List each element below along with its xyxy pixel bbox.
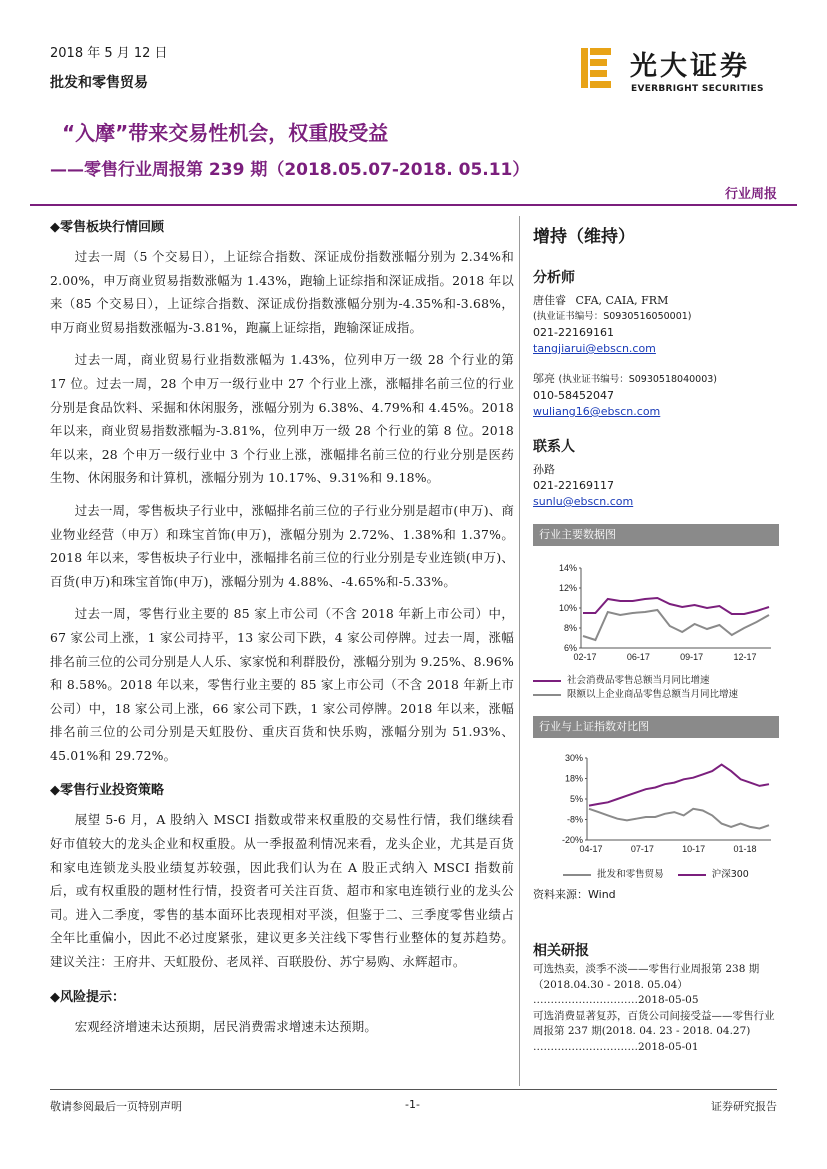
footer-report-label: 证券研究报告 xyxy=(711,1100,777,1113)
report-title: “入摩”带来交易性机会，权重股受益 xyxy=(62,121,389,145)
related-heading: 相关研报 xyxy=(533,943,589,959)
y-tick-label: -8% xyxy=(566,814,583,825)
section-heading-risk xyxy=(50,986,514,1005)
x-tick-label: 01-18 xyxy=(733,844,757,854)
legend-label: 限额以上企业商品零售总额当月同比增速 xyxy=(567,689,739,700)
contact-name: 孙路 xyxy=(533,463,555,476)
section-title: 风险提示： xyxy=(60,989,126,1005)
y-tick-label: 10% xyxy=(558,603,577,613)
x-tick-label: 04-17 xyxy=(579,844,603,854)
rating: 增持（维持） xyxy=(533,227,635,247)
legend-label: 沪深300 xyxy=(711,869,749,880)
chart-1-title: 行业主要数据图 xyxy=(533,524,779,546)
analyst-credentials: CFA, CAIA, FRM xyxy=(575,294,669,307)
related-report-date: …………………………2018-05-01 xyxy=(533,1040,699,1053)
x-tick-label: 07-17 xyxy=(630,844,654,854)
logo-text-cn: 光大证券 xyxy=(630,51,750,82)
y-tick-label: 30% xyxy=(564,753,583,763)
y-tick-label: 5% xyxy=(569,794,583,804)
paragraph: 展望 5-6 月，A 股纳入 MSCI 指数或带来权重股的交易性行情，我们继续看好市值较大的龙头企业和权重股。从一季报盈利情况来看，龙头企业，尤其是百货和家电连锁龙头股业绩复苏较强，因此我们认为在 A 股正式纳入 MSCI 指数前后，或有权重股的题材性行情，投资者可关注百货、超市和家电连锁行业的龙头公司。进入二季度，零售的基本面环比表现相对平淡，但鉴于二、三季度零售业绩占全年比重偏小，因此不必过度紧张，建议更多关注线下零售行业整体的复苏趋势。建议关注：王府井、天虹股份、老凤祥、百联股份、苏宁易购、永辉超市。 xyxy=(50,812,514,970)
y-tick-label: 18% xyxy=(564,773,583,784)
chart-1 xyxy=(533,546,779,670)
analyst-phone: 010-58452047 xyxy=(533,389,614,402)
analyst-cert: (执业证书编号：S0930516050001) xyxy=(533,311,692,322)
section-heading-strategy xyxy=(50,779,514,798)
contact-heading: 联系人 xyxy=(533,439,575,455)
analyst-name: 邬亮 xyxy=(533,372,555,385)
legend-label: 批发和零售贸易 xyxy=(597,869,664,880)
legend-swatch xyxy=(533,694,561,696)
legend-swatch xyxy=(678,874,706,876)
footer-divider xyxy=(50,1089,777,1090)
report-date: 2018 年 5 月 12 日 xyxy=(50,46,168,61)
y-tick-label: 14% xyxy=(558,563,577,573)
contact-email-link[interactable]: sunlu@ebscn.com xyxy=(533,495,634,508)
sector-name: 批发和零售贸易 xyxy=(50,75,148,91)
paragraph: 宏观经济增速未达预期，居民消费需求增速未达预期。 xyxy=(74,1018,377,1034)
series-line xyxy=(589,765,769,806)
legend-row xyxy=(533,868,779,882)
main-content xyxy=(50,216,514,1047)
related-reports xyxy=(533,940,779,1055)
x-tick-label: 09-17 xyxy=(680,652,704,662)
report-type: 行业周报 xyxy=(724,187,777,202)
analyst-email-link[interactable]: wuliang16@ebscn.com xyxy=(533,405,661,418)
paragraph: 过去一周，商业贸易行业指数涨幅为 1.43%，位列申万一级 28 个行业的第 17 位。过去一周，28 个申万一级行业中 27 个行业上涨，涨幅排名前三位的行业分别是食品饮料、采掘和休闲服务，涨幅分别为 6.38%、4.79%和 4.45%。2018 年以来，商业贸易指数涨幅为-3.81%，位列申万一级 28 个行业的第 8 位。2018 年以来，28 个申万一级行业中 3 个行业上涨，涨幅排名前三位的行业分别是医药生物、休闲服务和计算机，涨幅分别为 10.17%、9.31%和 9.18%。 xyxy=(50,352,514,486)
legend-item xyxy=(533,688,779,702)
chart-2 xyxy=(533,738,779,864)
logo-text-en: EVERBRIGHT SECURITIES xyxy=(631,84,764,94)
diamond-bullet-icon: ◆ xyxy=(50,989,60,1005)
x-tick-label: 02-17 xyxy=(573,652,597,662)
section-heading-market-review xyxy=(50,216,514,235)
related-report-title[interactable]: 可选热卖，淡季不淡——零售行业周报第 238 期（2018.04.30 - 2018. 05.04） xyxy=(533,963,760,991)
series-line xyxy=(583,598,769,614)
x-tick-label: 10-17 xyxy=(682,844,706,854)
everbright-logo-icon xyxy=(581,48,611,88)
paragraph: 过去一周，零售板块子行业中，涨幅排名前三位的子行业分别是超市(申万)、商业物业经营（申万）和珠宝首饰(申万)，涨幅分别为 2.72%、1.38%和 1.37%。2018 年以来，零售板块子行业中，涨幅排名前三位的行业分别是专业连锁(申万)、百货(申万)和珠宝首饰(申万)，涨幅分别为 4.88%、-4.65%和-5.33%。 xyxy=(50,502,514,589)
x-tick-label: 12-17 xyxy=(733,652,757,662)
column-divider xyxy=(519,216,520,1086)
report-subtitle: ——零售行业周报第 239 期（2018.05.07-2018. 05.11） xyxy=(50,160,530,180)
section-title: 零售行业投资策略 xyxy=(60,783,165,799)
legend-swatch xyxy=(533,680,561,682)
y-tick-label: -20% xyxy=(561,835,583,845)
chart-2-title: 行业与上证指数对比图 xyxy=(533,716,779,738)
related-report-date: …………………………2018-05-05 xyxy=(533,994,699,1006)
series-line xyxy=(589,809,769,829)
analyst-1 xyxy=(533,293,779,309)
contact-phone: 021-22169117 xyxy=(533,479,614,492)
paragraph: 过去一周（5 个交易日），上证综合指数、深证成份指数涨幅分别为 2.34%和 2.00%，申万商业贸易指数涨幅为 1.43%，跑输上证综指和深证成指。2018 年以来（85 个交易日），上证综合指数、深证成份指数涨幅分别为-4.35%和-3.68%，申万商业贸易指数涨幅为-3.81%，跑赢上证综指，跑输深证成指。 xyxy=(50,249,514,335)
analyst-cert: (执业证书编号：S0930518040003) xyxy=(558,374,718,385)
legend-swatch xyxy=(563,874,591,876)
related-report-title[interactable]: 可选消费显著复苏，百货公司间接受益——零售行业周报第 237 期(2018. 04. 23 - 2018. 04.27) xyxy=(533,1009,775,1037)
y-tick-label: 12% xyxy=(558,583,577,593)
section-title: 零售板块行情回顾 xyxy=(60,220,165,235)
title-divider xyxy=(30,204,797,206)
data-source: 资料来源：Wind xyxy=(533,888,616,901)
x-tick-label: 06-17 xyxy=(626,652,650,662)
paragraph: 过去一周，零售行业主要的 85 家上市公司（不含 2018 年新上市公司）中，67 家公司上涨，1 家公司持平，13 家公司下跌，4 家公司停牌。过去一周，涨幅排名前三位的公司分别是人人乐、家家悦和利群股份，涨幅分别为 9.25%、8.96%和 8.58%。2018 年以来，零售行业主要的 85 家上市公司（不含 2018 年新上市公司）中，18 家公司上涨，66 家公司下跌，1 家公司停牌。2018 年以来，涨幅排名前三位的公司分别是天虹股份、重庆百货和快乐购，涨幅分别为 51.93%、45.01%和 29.72%。 xyxy=(50,606,514,763)
diamond-bullet-icon: ◆ xyxy=(50,783,60,799)
sidebar xyxy=(533,222,779,902)
analyst-heading: 分析师 xyxy=(533,270,575,286)
y-tick-label: 6% xyxy=(563,643,577,653)
footer-disclaimer: 敬请参阅最后一页特别声明 xyxy=(50,1100,182,1113)
legend-item xyxy=(533,674,779,688)
diamond-bullet-icon: ◆ xyxy=(50,220,60,235)
analyst-phone: 021-22169161 xyxy=(533,326,614,339)
analyst-2 xyxy=(533,371,779,388)
page-number: -1- xyxy=(405,1098,420,1111)
y-tick-label: 8% xyxy=(563,623,577,633)
analyst-name: 唐佳睿 xyxy=(533,294,566,307)
legend-label: 社会消费品零售总额当月同比增速 xyxy=(567,675,710,686)
analyst-email-link[interactable]: tangjiarui@ebscn.com xyxy=(533,342,656,355)
